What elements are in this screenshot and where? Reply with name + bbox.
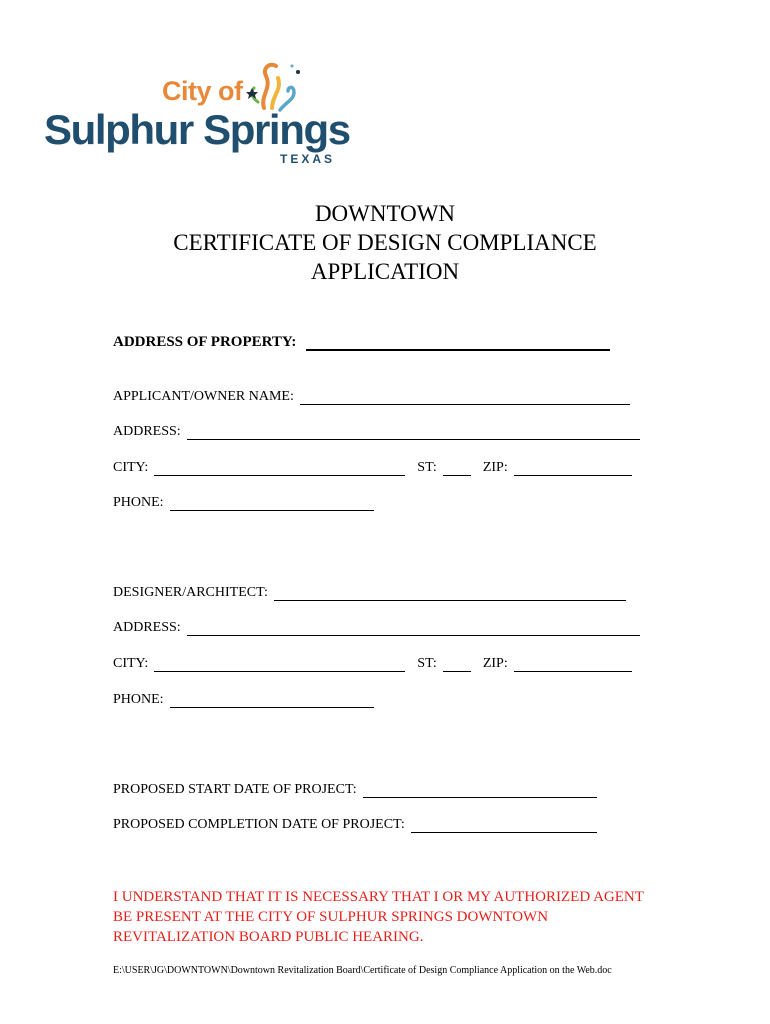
designer-name-row: [113, 585, 626, 601]
applicant-address-label: ADDRESS:: [113, 424, 181, 439]
designer-city-label: CITY:: [113, 656, 149, 671]
completion-date-row: [113, 817, 597, 833]
title-line-3: APPLICATION: [310, 259, 460, 284]
designer-name-field[interactable]: [274, 588, 626, 601]
start-date-field[interactable]: [363, 785, 597, 798]
property-address-row: [113, 334, 610, 351]
applicant-name-field[interactable]: [300, 392, 630, 405]
designer-st-label: ST:: [417, 656, 437, 671]
applicant-zip-field[interactable]: [514, 463, 632, 476]
designer-st-field[interactable]: [443, 659, 471, 672]
applicant-phone-label: PHONE:: [113, 495, 164, 510]
designer-city-field[interactable]: [154, 659, 405, 672]
applicant-city-field[interactable]: [154, 463, 405, 476]
start-date-row: [113, 782, 597, 798]
logo-city-name: Sulphur Springs: [44, 106, 350, 153]
applicant-phone-field[interactable]: [170, 498, 374, 511]
completion-date-field[interactable]: [411, 820, 597, 833]
start-date-label: PROPOSED START DATE OF PROJECT:: [113, 782, 357, 797]
designer-city-row: [113, 656, 632, 672]
designer-zip-field[interactable]: [514, 659, 632, 672]
property-address-field[interactable]: [306, 337, 610, 351]
designer-address-field[interactable]: [187, 623, 640, 636]
title-line-1: DOWNTOWN: [314, 201, 456, 226]
property-address-label: ADDRESS OF PROPERTY:: [113, 334, 297, 350]
designer-phone-field[interactable]: [170, 695, 374, 708]
designer-zip-label: ZIP:: [482, 656, 508, 671]
applicant-st-field[interactable]: [443, 463, 471, 476]
applicant-name-row: [113, 389, 630, 405]
title-line-2: CERTIFICATE OF DESIGN COMPLIANCE: [173, 230, 597, 255]
logo-state: TEXAS: [280, 152, 336, 166]
applicant-address-field[interactable]: [187, 427, 640, 440]
hearing-notice: I UNDERSTAND THAT IT IS NECESSARY THAT I OR MY AUTHORIZED AGENT BE PRESENT AT THE CITY OF SULPHUR SPRINGS DOWNTOWN REVITALIZATION BOARD PUBLIC HEARING.: [113, 889, 644, 945]
applicant-name-label: APPLICANT/OWNER NAME:: [113, 389, 294, 404]
designer-phone-row: [113, 692, 374, 708]
applicant-city-row: [113, 460, 632, 476]
logo-city-of: City of: [162, 76, 243, 106]
designer-name-label: DESIGNER/ARCHITECT:: [113, 585, 268, 600]
designer-phone-label: PHONE:: [113, 692, 164, 707]
completion-date-label: PROPOSED COMPLETION DATE OF PROJECT:: [113, 817, 405, 832]
applicant-st-label: ST:: [417, 460, 437, 475]
applicant-address-row: [113, 424, 640, 440]
file-path-footer: E:\USER\JG\DOWNTOWN\Downtown Revitalization Board\Certificate of Design Compliance Application on the Web.doc: [113, 965, 612, 976]
applicant-zip-label: ZIP:: [482, 460, 508, 475]
designer-address-label: ADDRESS:: [113, 620, 181, 635]
city-logo: [44, 58, 364, 170]
applicant-city-label: CITY:: [113, 460, 149, 475]
applicant-phone-row: [113, 495, 374, 511]
designer-address-row: [113, 620, 640, 636]
